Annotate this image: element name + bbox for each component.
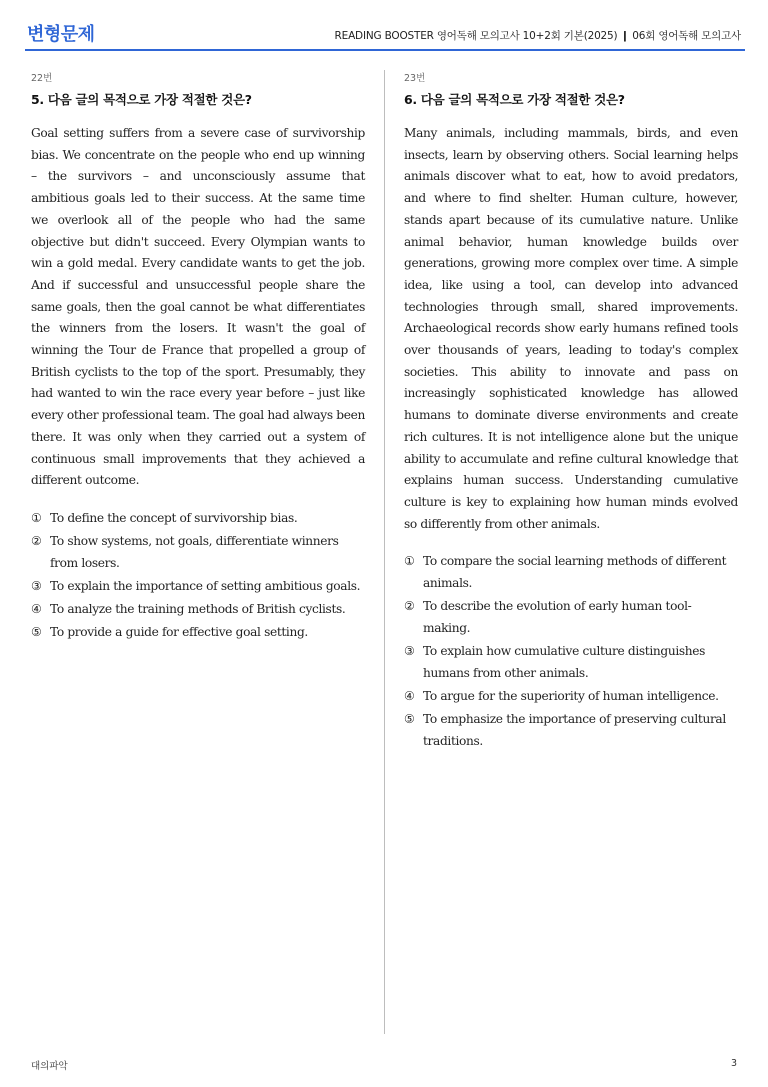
question-title: 6. 다음 글의 목적으로 가장 적절한 것은? bbox=[404, 92, 625, 107]
option-text: To describe the evolution of early human tool-making. bbox=[423, 599, 692, 635]
option-mark: ④ bbox=[404, 689, 415, 704]
column-divider bbox=[384, 70, 385, 1034]
option-mark: ⑤ bbox=[31, 625, 42, 640]
answer-option-1[interactable] bbox=[31, 508, 365, 530]
answer-option-5[interactable] bbox=[404, 709, 738, 752]
option-mark: ② bbox=[31, 534, 42, 549]
answer-option-1[interactable] bbox=[404, 551, 738, 594]
question-right bbox=[404, 70, 738, 754]
option-text: To explain how cumulative culture distinguishes humans from other animals. bbox=[423, 644, 706, 680]
answer-options bbox=[31, 508, 365, 644]
answer-options bbox=[404, 551, 738, 752]
answer-option-3[interactable] bbox=[404, 641, 738, 684]
question-number: 22번 bbox=[31, 73, 53, 84]
option-mark: ② bbox=[404, 599, 415, 614]
answer-option-3[interactable] bbox=[31, 576, 365, 598]
question-title: 5. 다음 글의 목적으로 가장 적절한 것은? bbox=[31, 92, 252, 107]
option-mark: ④ bbox=[31, 602, 42, 617]
option-text: To emphasize the importance of preserving cultural traditions. bbox=[423, 712, 726, 748]
page-header bbox=[25, 18, 745, 51]
answer-option-5[interactable] bbox=[31, 622, 365, 644]
option-text: To argue for the superiority of human intelligence. bbox=[423, 689, 719, 704]
option-text: To provide a guide for effective goal setting. bbox=[50, 625, 308, 640]
answer-option-4[interactable] bbox=[404, 686, 738, 708]
question-left bbox=[31, 70, 365, 646]
answer-option-4[interactable] bbox=[31, 599, 365, 621]
page-number: 3 bbox=[730, 1058, 737, 1069]
footer-publisher: 대의파악 bbox=[31, 1061, 68, 1072]
option-mark: ③ bbox=[404, 644, 415, 659]
passage-text: Many animals, including mammals, birds, and even insects, learn by observing others. Social learning helps animals discover what to eat, how to avoid predators, and where to find shelter. Human culture, however, stands apart because of its cumulative nature. Unlike animal behavior, human knowledge builds over generations, growing more complex over time. A simple idea, like using a tool, can develop into advanced technologies through small, shared improvements. Archaeological records show early humans refined tools over thousands of years, leading to today's complex societies. This ability to innovate and pass on increasingly sophisticated knowledge has allowed humans to dominate diverse environments and create rich cultures. It is not intelligence alone but the unique ability to accumulate and refine cultural knowledge that explains human success. Understanding cumulative culture is key to explaining how human minds evolved so differently from other animals. bbox=[404, 126, 738, 531]
option-text: To compare the social learning methods of different animals. bbox=[423, 554, 727, 591]
option-text: To explain the importance of setting ambitious goals. bbox=[50, 579, 361, 594]
brand-label: 변형문제 bbox=[27, 24, 95, 45]
option-mark: ③ bbox=[31, 579, 42, 594]
option-mark: ⑤ bbox=[404, 712, 415, 727]
option-mark: ① bbox=[404, 554, 415, 569]
header-title: READING BOOSTER 영어독해 모의고사 10+2회 기본(2025) ❙ 06회 영어독해 모의고사 bbox=[334, 30, 741, 42]
answer-option-2[interactable] bbox=[404, 596, 738, 639]
option-mark: ① bbox=[31, 510, 42, 525]
option-text: To define the concept of survivorship bias. bbox=[50, 510, 298, 525]
question-number: 23번 bbox=[404, 73, 426, 84]
answer-option-2[interactable] bbox=[31, 531, 365, 574]
option-text: To analyze the training methods of British cyclists. bbox=[50, 602, 346, 617]
passage-text: Goal setting suffers from a severe case of survivorship bias. We concentrate on the people who end up winning – the survivors – and unconsciously assume that ambitious goals led to their success. At the same time we overlook all of the people who had the same objective but didn't succeed. Every Olympian wants to win a gold medal. Every candidate wants to get the job. And if successful and unsuccessful people share the same goals, then the goal cannot be what differentiates the winners from the losers. It wasn't the goal of winning the Tour de France that propelled a group of British cyclists to the top of the sport. Presumably, they had wanted to win the race every year before – just like every other professional team. The goal had always been there. It was only when they carried out a system of continuous small improvements that they achieved a different outcome. bbox=[31, 126, 365, 488]
option-text: To show systems, not goals, differentiate winners from losers. bbox=[50, 534, 339, 570]
